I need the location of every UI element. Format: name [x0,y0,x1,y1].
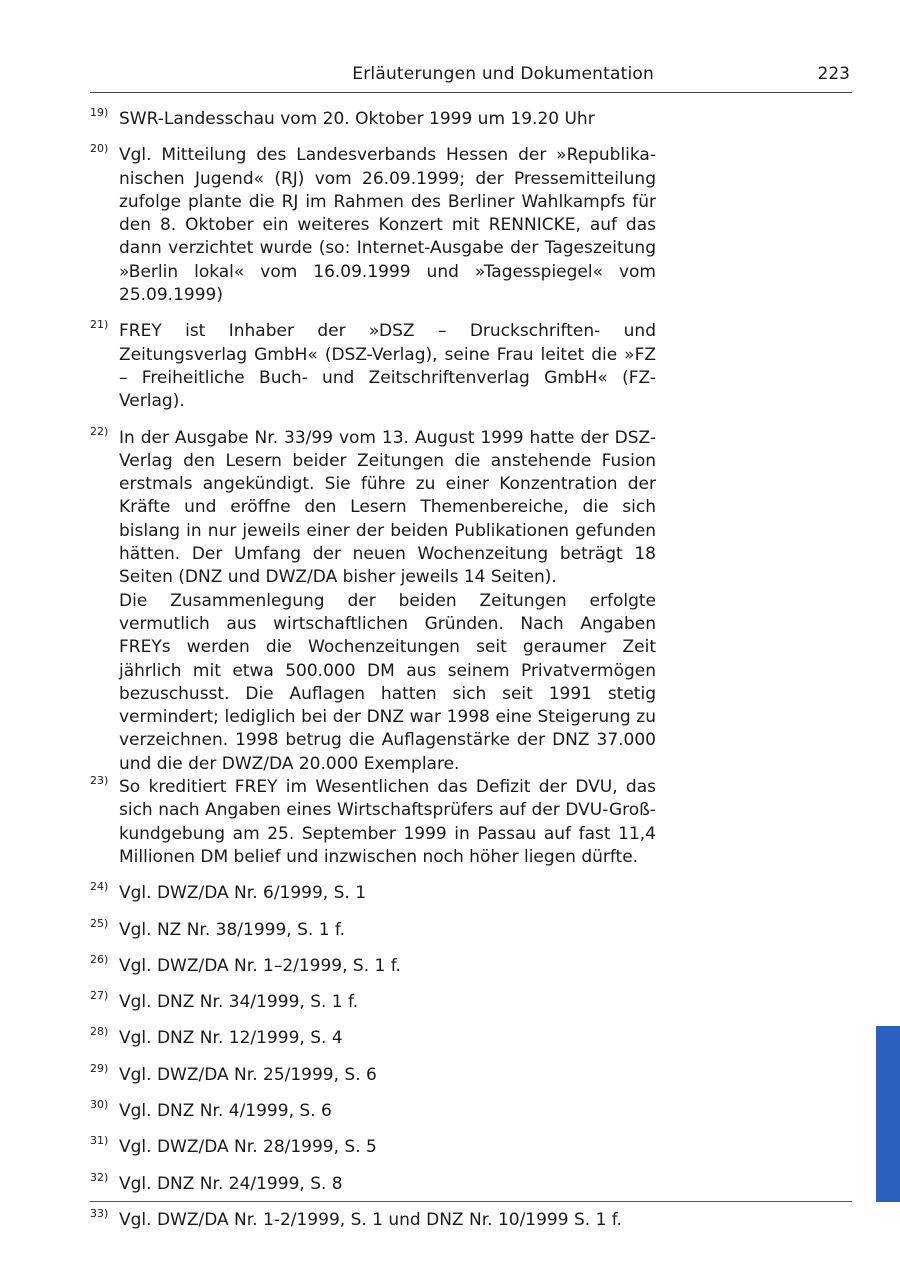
footnote-31 [90,1136,656,1159]
footnote-text: So kreditiert FREY im Wesentlichen das Defizit der DVU, das sich nach Angaben eines Wirtschaftsprüfers auf der DVU-Großkundgebung am 25. September 1999 in Passau auf fast 11,4 Millionen DM belief und inzwischen noch höher liegen dürfte. [119,777,656,867]
footnote-number: 25) [90,916,109,930]
footnote-text: Vgl. DNZ Nr. 4/1999, S. 6 [119,1100,332,1121]
footnote-24 [90,882,656,905]
footnote-text: Vgl. DWZ/DA Nr. 1–2/1999, S. 1 f. [119,955,401,976]
footnote-text: SWR-Landesschau vom 20. Oktober 1999 um 19.20 Uhr [119,109,595,129]
footnote-text: Vgl. DNZ Nr. 34/1999, S. 1 f. [119,992,359,1013]
footnote-number: 24) [90,880,109,894]
footnote-29 [90,1061,656,1087]
footnote-33 [90,1206,656,1232]
footnote-text: Vgl. NZ Nr. 38/1999, S. 1 f. [119,919,346,940]
footnote-19 [90,108,656,131]
footnote-number: 31) [90,1134,109,1148]
footnote-number: 26) [90,952,109,966]
running-header [90,62,852,93]
footnote-list [90,108,656,1232]
page-number: 223 [817,64,850,84]
footnote-text: In der Ausgabe Nr. 33/99 vom 13. August 1999 hatte der DSZ-Verlag den Lesern beider Zeitungen die anstehende Fusion erstmals angekündigt. Sie führe zu einer Konzentration der Kräfte und eröffne den Lesern Themenbereiche, die sich bislang in nur jeweils einer der beiden Publikationen gefunden hätten. Der Umfang der neuen Wochenzeitung beträgt 18 Seiten (DNZ und DWZ/DA bisher jeweils 14 Seiten). [119,427,656,588]
footnote-text: Vgl. DNZ Nr. 24/1999, S. 8 [119,1173,343,1194]
footnote-21 [90,320,656,413]
footnote-number: 33) [90,1206,109,1220]
footnote-number: 22) [90,424,109,438]
footnote-number: 30) [90,1097,109,1111]
footnote-text: Vgl. DWZ/DA Nr. 6/1999, S. 1 [119,883,367,904]
footnote-30 [90,1097,656,1123]
footnote-number: 32) [90,1170,109,1184]
footnote-text: Vgl. DWZ/DA Nr. 1-2/1999, S. 1 und DNZ Nr. 10/1999 S. 1 f. [119,1209,622,1230]
footnote-23 [90,776,656,869]
footnote-27 [90,991,656,1014]
footnote-text-continued: Die Zusammenlegung der beiden Zeitungen erfolgte vermutlich aus wirtschaftlichen Gründen. Nach Angaben FREYs werden die Wochenzeitungen seit geraumer Zeit jährlich mit etwa 500.000 DM aus seinem Privatvermögen bezuschusst. Die Auflagen hatten sich seit 1991 stetig vermindert; lediglich bei der DNZ war 1998 eine Steigerung zu verzeichnen. 1998 betrug die Auflagenstärke der DNZ 37.000 und die der DWZ/DA 20.000 Exemplare. [119,590,656,774]
footer-divider [90,1201,852,1202]
footnote-22 [90,424,656,776]
footnote-25 [90,916,656,942]
footnote-number: 23) [90,774,109,788]
footnote-number: 28) [90,1025,109,1039]
footnote-number: 20) [90,142,109,156]
chapter-thumb-tab [876,1026,900,1202]
footnote-text: Vgl. DWZ/DA Nr. 25/1999, S. 6 [119,1064,377,1085]
footnote-text: Vgl. Mitteilung des Landesverbands Hessen der »Republikanischen Jugend« (RJ) vom 26.09.1999; der Pressemitteilung zufolge plante die RJ im Rahmen des Berliner Wahlkampfs für den 8. Oktober ein weiteres Konzert mit RENNICKE, auf das dann verzichtet wurde (so: Internet-Ausgabe der Tageszeitung »Berlin lokal« vom 16.09.1999 und »Tagesspiegel« vom 25.09.1999) [119,145,656,306]
footnote-number: 29) [90,1061,109,1075]
footnote-text: Vgl. DNZ Nr. 12/1999, S. 4 [119,1028,343,1049]
footnote-number: 21) [90,318,109,332]
footnote-28 [90,1027,656,1050]
footnote-20 [90,144,656,307]
footnote-number: 27) [90,989,109,1003]
running-header-title: Erläuterungen und Dokumentation [352,64,654,84]
footnote-number: 19) [90,106,109,119]
footnote-32 [90,1170,656,1196]
footnote-text: FREY ist Inhaber der »DSZ – Druckschriften- und Zeitungsverlag GmbH« (DSZ-Verlag), seine Frau leitet die »FZ – Freiheitliche Buch- und Zeitschriftenverlag GmbH« (FZ-Verlag). [119,321,656,412]
footnote-26 [90,952,656,978]
footnote-text: Vgl. DWZ/DA Nr. 28/1999, S. 5 [119,1137,377,1158]
